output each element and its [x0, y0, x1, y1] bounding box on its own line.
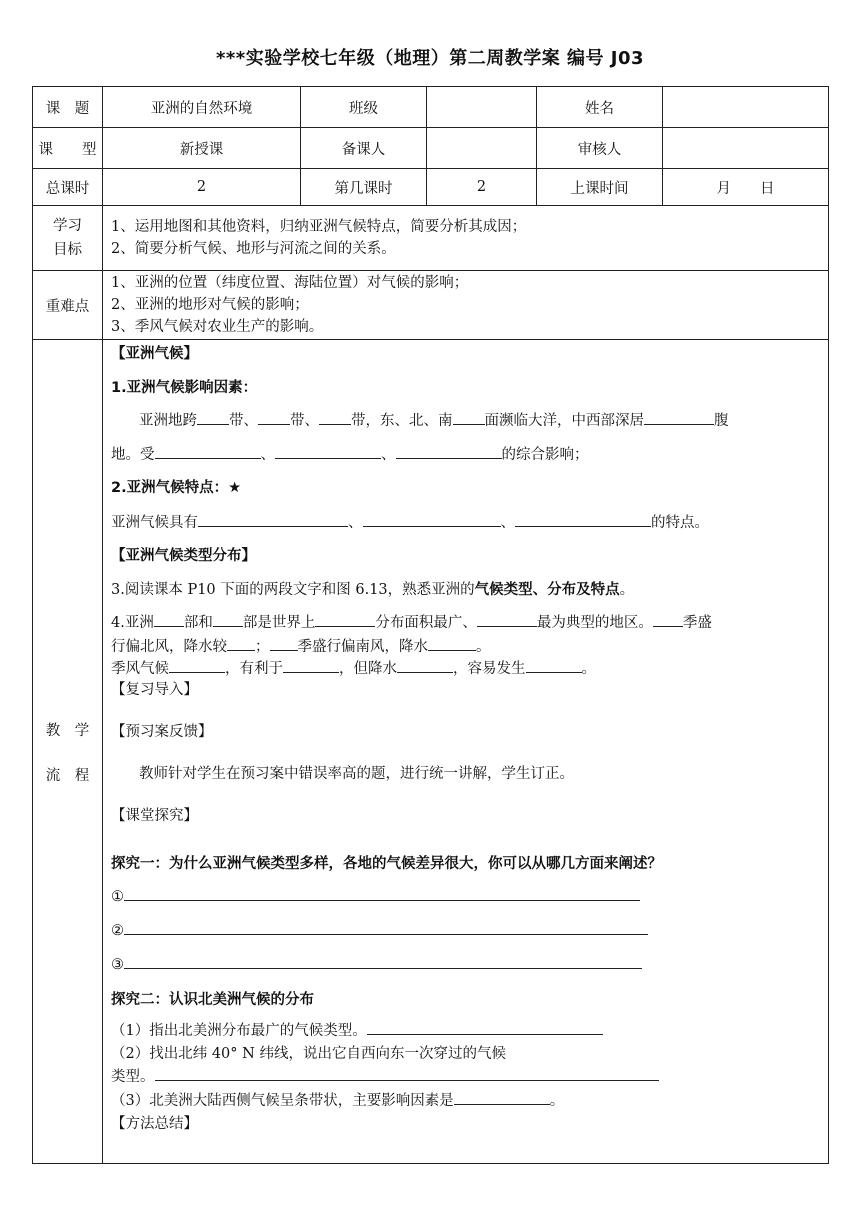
- value-preparer[interactable]: [427, 128, 537, 169]
- blank[interactable]: [154, 612, 184, 627]
- label-key-points: 重难点: [33, 271, 103, 340]
- label-class: 班级: [301, 87, 427, 128]
- objectives-content: [103, 206, 829, 271]
- label-type: 课 型: [33, 128, 103, 169]
- value-class-time[interactable]: 月 日: [663, 169, 829, 206]
- label-preparer: 备课人: [301, 128, 427, 169]
- explore-2-item-2: （2）找出北纬 40° N 纬线，说出它自西向东一次穿过的气候: [111, 1046, 506, 1062]
- blank[interactable]: [198, 512, 348, 527]
- section-1-title: 1.亚洲气候影响因素：: [111, 380, 258, 396]
- label-name: 姓名: [537, 87, 663, 128]
- label-class-time: 上课时间: [537, 169, 663, 206]
- section-4-line-2: 行偏北风，降水较 ； 季盛行偏南风，降水 。: [111, 636, 822, 657]
- section-4-line-1: 4.亚洲 部和 部是世界上 分布面积最广、 最为典型的地区。 季盛: [111, 612, 822, 633]
- explore-1-answer-2: ②: [111, 920, 822, 941]
- value-type: 新授课: [103, 128, 301, 169]
- blank[interactable]: [315, 612, 375, 627]
- blank[interactable]: [363, 512, 501, 527]
- answer-blank[interactable]: [155, 1066, 659, 1081]
- blank[interactable]: [515, 512, 651, 527]
- row-objectives: [33, 206, 829, 271]
- blank[interactable]: [275, 444, 381, 459]
- value-class[interactable]: [427, 87, 537, 128]
- heading-class-explore: 【课堂探究】: [111, 808, 198, 824]
- blank[interactable]: [396, 444, 502, 459]
- explore-2-item-2-cont: 类型。: [111, 1066, 822, 1087]
- section-1-line-2: 地。受 、 、 的综合影响；: [111, 444, 822, 465]
- answer-blank[interactable]: [124, 886, 640, 901]
- blank[interactable]: [653, 612, 683, 627]
- heading-preview-feedback: 【预习案反馈】: [111, 724, 213, 740]
- blank[interactable]: [319, 410, 351, 425]
- section-2-title: 2.亚洲气候特点：★: [111, 480, 242, 496]
- blank[interactable]: [155, 444, 261, 459]
- blank[interactable]: [270, 636, 298, 651]
- section-2-line: 亚洲气候具有 、 、 的特点。: [111, 512, 822, 533]
- blank[interactable]: [227, 636, 255, 651]
- objective-1: 1、运用地图和其他资料，归纳亚洲气候特点，简要分析其成因；: [111, 219, 527, 235]
- blank[interactable]: [213, 612, 243, 627]
- blank[interactable]: [283, 658, 339, 673]
- blank[interactable]: [477, 612, 537, 627]
- value-lesson-no: 2: [427, 169, 537, 206]
- objective-2: 2、简要分析气候、地形与河流之间的关系。: [111, 241, 396, 257]
- value-reviewer[interactable]: [663, 128, 829, 169]
- value-name[interactable]: [663, 87, 829, 128]
- page-title: ***实验学校七年级（地理）第二周教学案 编号 J03: [215, 48, 645, 69]
- heading-method-summary: 【方法总结】: [111, 1116, 198, 1132]
- blank[interactable]: [526, 658, 582, 673]
- label-topic: 课 题: [33, 87, 103, 128]
- heading-review: 【复习导入】: [111, 682, 198, 698]
- label-objectives: 学习 目标: [33, 206, 103, 271]
- key-point-1: 1、亚洲的位置（纬度位置、海陆位置）对气候的影响；: [111, 275, 469, 291]
- preview-feedback-text: 教师针对学生在预习案中错误率高的题，进行统一讲解，学生订正。: [139, 766, 574, 782]
- value-topic: 亚洲的自然环境: [103, 87, 301, 128]
- teaching-flow-content: [103, 340, 829, 1164]
- explore-1-answer-1: ①: [111, 886, 822, 907]
- row-teaching-flow: [33, 340, 829, 1164]
- label-reviewer: 审核人: [537, 128, 663, 169]
- label-total-hours: 总课时: [33, 169, 103, 206]
- key-point-2: 2、亚洲的地形对气候的影响；: [111, 297, 309, 313]
- row-type: [33, 128, 829, 169]
- section-1-line-1: 亚洲地跨 带、 带、 带，东、北、南 面濒临大洋，中西部深居 腹: [139, 410, 822, 431]
- blank[interactable]: [644, 410, 714, 425]
- answer-blank[interactable]: [124, 954, 642, 969]
- key-point-3: 3、季风气候对农业生产的影响。: [111, 319, 324, 335]
- row-topic: [33, 87, 829, 128]
- answer-blank[interactable]: [454, 1090, 550, 1105]
- blank[interactable]: [197, 410, 229, 425]
- lesson-plan-table: [32, 86, 829, 1164]
- explore-2-item-3: （3）北美洲大陆西侧气候呈条带状，主要影响因素是 。: [111, 1090, 822, 1111]
- label-teaching-flow: 教 学 流 程: [33, 340, 103, 1164]
- row-hours: [33, 169, 829, 206]
- blank[interactable]: [169, 658, 225, 673]
- section-3-line: 3.阅读课本 P10 下面的两段文字和图 6.13，熟悉亚洲的气候类型、分布及特点。: [111, 582, 635, 598]
- label-lesson-no: 第几课时: [301, 169, 427, 206]
- explore-1-question: 探究一：为什么亚洲气候类型多样，各地的气候差异很大，你可以从哪几方面来阐述？: [111, 856, 662, 872]
- heading-climate-types: 【亚洲气候类型分布】: [111, 548, 256, 564]
- blank[interactable]: [258, 410, 290, 425]
- key-points-content: [103, 271, 829, 340]
- row-key-points: [33, 271, 829, 340]
- explore-1-answer-3: ③: [111, 954, 822, 975]
- explore-2-item-1: （1）指出北美洲分布最广的气候类型。: [111, 1020, 822, 1041]
- section-4-line-3: 季风气候 ，有利于 ，但降水 ，容易发生 。: [111, 658, 822, 679]
- blank[interactable]: [428, 636, 476, 651]
- value-total-hours: 2: [103, 169, 301, 206]
- answer-blank[interactable]: [124, 920, 648, 935]
- blank[interactable]: [397, 658, 453, 673]
- heading-asia-climate: 【亚洲气候】: [111, 346, 198, 362]
- blank[interactable]: [453, 410, 485, 425]
- answer-blank[interactable]: [367, 1020, 603, 1035]
- explore-2-question: 探究二：认识北美洲气候的分布: [111, 992, 314, 1008]
